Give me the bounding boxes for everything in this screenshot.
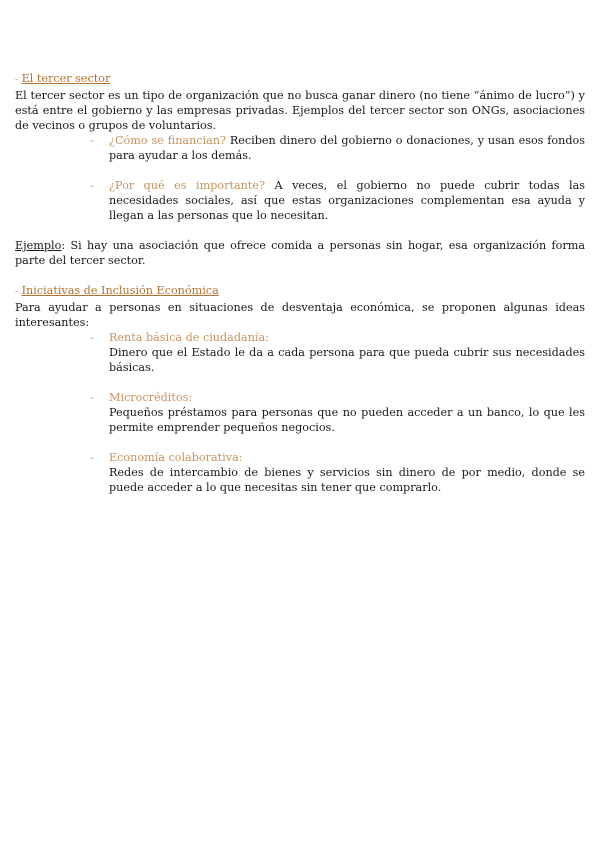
- tercer-sector-intro: El tercer sector es un tipo de organización que no busca ganar dinero (no tiene “ánimo de lucro”) y está entre el gobierno y las empresas privadas. Ejemplos del tercer sector son ONGs, asociaciones de vecinos o grupos de voluntarios.: [15, 89, 585, 132]
- list-item-importante: [15, 178, 585, 223]
- list-item-economia: [15, 450, 585, 495]
- item-label: ¿Por qué es importante?: [109, 179, 265, 192]
- inclusion-intro: Para ayudar a personas en situaciones de desventaja económica, se proponen algunas ideas interesantes:: [15, 301, 585, 329]
- list-item-renta: [15, 330, 585, 375]
- example-paragraph: [15, 238, 585, 268]
- heading-text: Iniciativas de Inclusión Económica: [21, 284, 219, 297]
- list-bullet: -: [90, 451, 94, 464]
- section-heading-tercer-sector: [15, 71, 585, 88]
- item-text: Redes de intercambio de bienes y servicios sin dinero de por medio, donde se puede acceder a lo que necesitas sin tener que comprarlo.: [109, 466, 585, 494]
- list-bullet: -: [90, 391, 94, 404]
- item-text: Reciben dinero del gobierno o donaciones, y usan esos fondos para ayudar a los demás.: [109, 134, 586, 162]
- list-item-financian: [15, 133, 585, 163]
- heading-dash: -: [15, 75, 19, 85]
- example-text: : Si hay una asociación que ofrece comida a personas sin hogar, esa organización forma parte del tercer sector.: [15, 239, 585, 267]
- item-text: Pequeños préstamos para personas que no pueden acceder a un banco, lo que les permite emprender pequeños negocios.: [109, 406, 585, 434]
- section-heading-inclusion: [15, 283, 585, 300]
- item-label: Economía colaborativa:: [109, 451, 243, 464]
- document-page: [15, 71, 585, 495]
- item-label: Renta básica de ciudadanía:: [109, 331, 269, 344]
- heading-text: El tercer sector: [21, 72, 111, 85]
- item-label: Microcréditos:: [109, 391, 193, 404]
- inclusion-list: [15, 330, 585, 495]
- heading-dash: -: [15, 287, 19, 297]
- item-text: Dinero que el Estado le da a cada persona para que pueda cubrir sus necesidades básicas.: [109, 346, 585, 374]
- example-label: Ejemplo: [15, 239, 62, 252]
- list-bullet: -: [90, 331, 94, 344]
- item-label: ¿Cómo se financian?: [109, 134, 226, 147]
- list-item-microcreditos: [15, 390, 585, 435]
- list-bullet: -: [90, 179, 94, 192]
- tercer-sector-list: [15, 133, 585, 223]
- list-bullet: -: [90, 134, 94, 147]
- item-text: A veces, el gobierno no puede cubrir todas las necesidades sociales, así que estas organizaciones complementan esa ayuda y llegan a las personas que lo necesitan.: [109, 179, 585, 222]
